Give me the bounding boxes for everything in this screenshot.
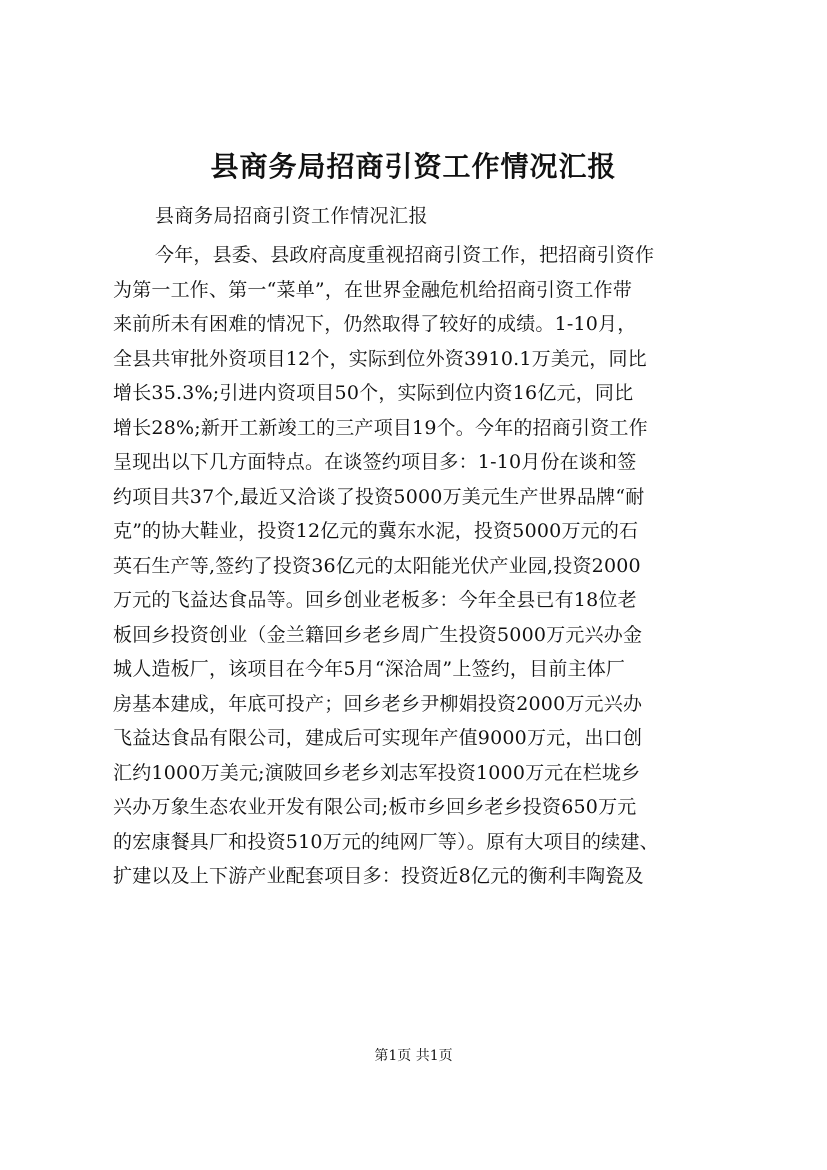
body-line: 增长35.3%;引进内资项目50个，实际到位内资16亿元，同比 xyxy=(113,382,634,404)
body-line: 万元的飞益达食品等。回乡创业老板多：今年全县已有18位老 xyxy=(113,589,637,611)
page-number-footer: 第1页 共1页 xyxy=(374,1048,453,1064)
body-line: 今年，县委、县政府高度重视招商引资工作，把招商引资作 xyxy=(155,244,655,266)
body-line: 英石生产等,签约了投资36亿元的太阳能光伏产业园,投资2000 xyxy=(113,554,641,577)
body-line: 来前所未有困难的情况下，仍然取得了较好的成绩。1-10月， xyxy=(113,313,637,335)
body-line: 的宏康餐具厂和投资510万元的纯网厂等）。原有大项目的续建、 xyxy=(113,830,659,853)
document-body xyxy=(113,238,743,894)
body-line: 约项目共37个,最近又洽谈了投资5000万美元生产世界品牌“耐 xyxy=(113,485,645,508)
document-subtitle: 县商务局招商引资工作情况汇报 xyxy=(155,205,429,227)
body-line: 增长28%;新开工新竣工的三产项目19个。今年的招商引资工作 xyxy=(113,416,648,439)
body-line: 兴办万象生态农业开发有限公司;板市乡回乡老乡投资650万元 xyxy=(113,796,637,818)
body-line: 扩建以及上下游产业配套项目多：投资近8亿元的衡利丰陶瓷及 xyxy=(113,865,644,887)
body-line: 飞益达食品有限公司，建成后可实现年产值9000万元，出口创 xyxy=(113,727,643,749)
body-line: 汇约1000万美元;演陂回乡老乡刘志军投资1000万元在栏垅乡 xyxy=(113,761,641,784)
body-line: 城人造板厂，该项目在今年5月“深洽周”上签约，目前主体厂 xyxy=(113,658,626,680)
body-line: 为第一工作、第一“菜单”，在世界金融危机给招商引资工作带 xyxy=(113,278,633,301)
body-line: 全县共审批外资项目12个，实际到位外资3910.1万美元，同比 xyxy=(113,347,647,370)
document-title: 县商务局招商引资工作情况汇报 xyxy=(210,150,617,183)
body-line: 呈现出以下几方面特点。在谈签约项目多：1-10月份在谈和签 xyxy=(113,451,637,473)
body-line: 克”的协大鞋业，投资12亿元的冀东水泥，投资5000万元的石 xyxy=(113,520,639,542)
body-line: 板回乡投资创业（金兰籍回乡老乡周广生投资5000万元兴办金 xyxy=(113,623,643,646)
body-line: 房基本建成，年底可投产；回乡老乡尹柳娟投资2000万元兴办 xyxy=(113,692,643,715)
